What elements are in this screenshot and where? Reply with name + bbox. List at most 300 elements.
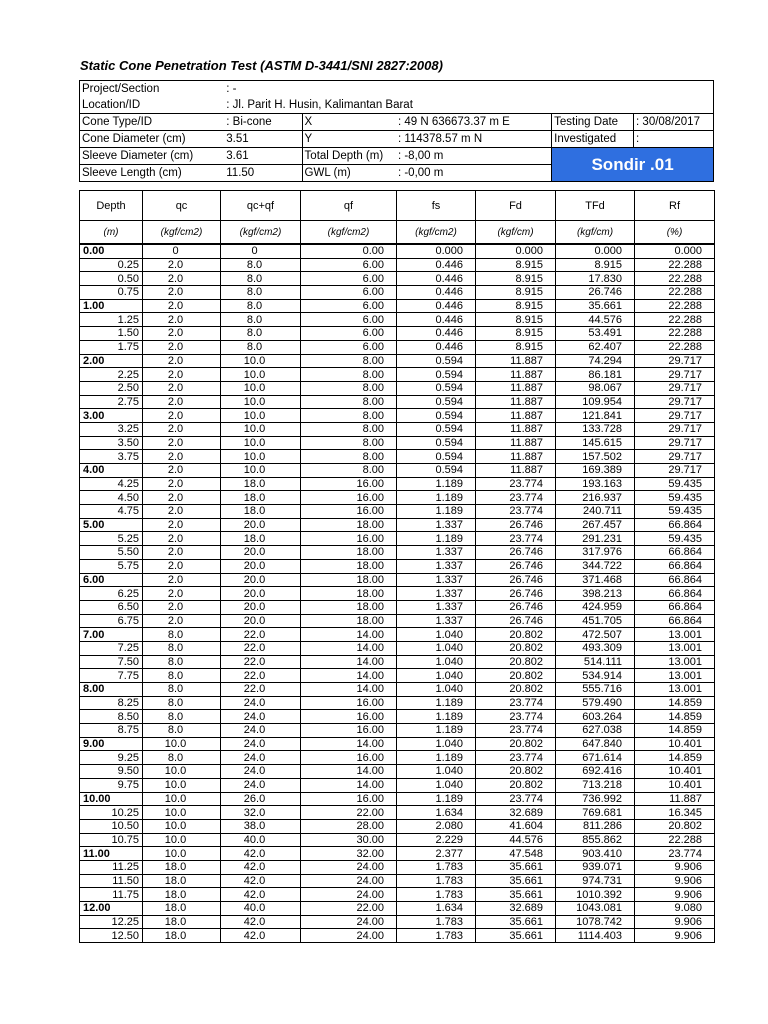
value-cell: 1.040 (397, 765, 476, 779)
depth-cell: 7.25 (80, 641, 143, 655)
value-cell: 66.864 (635, 614, 715, 628)
depth-cell: 0.25 (80, 258, 143, 272)
table-row (80, 491, 715, 505)
value-cell: 1.040 (397, 641, 476, 655)
value-cell: 14.859 (635, 724, 715, 738)
value-cell: 23.774 (476, 792, 556, 806)
value-cell: 22.288 (635, 313, 715, 327)
depth-cell: 3.00 (80, 409, 143, 423)
value-cell: 133.728 (556, 422, 635, 436)
value-cell: 2.0 (143, 436, 221, 450)
value-cell: 26.0 (221, 792, 301, 806)
value-cell: 11.887 (476, 422, 556, 436)
value-cell: 2.229 (397, 833, 476, 847)
value-cell: 24.0 (221, 710, 301, 724)
test-info-table (79, 80, 714, 182)
value-cell: 10.0 (143, 806, 221, 820)
value-cell: 8.0 (221, 286, 301, 300)
value-cell: 10.0 (143, 792, 221, 806)
value-cell: 713.218 (556, 778, 635, 792)
value-cell: 1.783 (397, 874, 476, 888)
value-cell: 23.774 (476, 696, 556, 710)
depth-cell: 7.75 (80, 669, 143, 683)
depth-cell: 1.50 (80, 327, 143, 341)
value-cell: 14.859 (635, 696, 715, 710)
value-cell: 1010.392 (556, 888, 635, 902)
value-cell: 10.0 (143, 819, 221, 833)
value-cell: 1.634 (397, 806, 476, 820)
depth-cell: 8.75 (80, 724, 143, 738)
value-cell: 8.00 (301, 354, 397, 368)
value-cell: 8.0 (143, 655, 221, 669)
value-cell: 26.746 (476, 587, 556, 601)
value-cell: 24.00 (301, 915, 397, 929)
value-cell: 24.00 (301, 860, 397, 874)
gwl-label: GWL (m) (302, 165, 396, 182)
value-cell: 14.00 (301, 641, 397, 655)
value-cell: 23.774 (476, 491, 556, 505)
value-cell: 8.915 (476, 286, 556, 300)
value-cell: 24.00 (301, 874, 397, 888)
depth-cell: 1.00 (80, 299, 143, 313)
value-cell: 13.001 (635, 655, 715, 669)
value-cell: 2.0 (143, 409, 221, 423)
value-cell: 74.294 (556, 354, 635, 368)
value-cell: 20.802 (476, 655, 556, 669)
value-cell: 6.00 (301, 299, 397, 313)
value-cell: 8.915 (476, 340, 556, 354)
total-depth-value: : -8,00 m (396, 148, 552, 165)
sleeve-diameter-label: Sleeve Diameter (cm) (80, 148, 225, 165)
value-cell: 1.040 (397, 628, 476, 642)
value-cell: 29.717 (635, 450, 715, 464)
value-cell: 0.446 (397, 258, 476, 272)
value-cell: 44.576 (556, 313, 635, 327)
value-cell: 939.071 (556, 860, 635, 874)
value-cell: 8.0 (143, 696, 221, 710)
gwl-value: : -0,00 m (396, 165, 552, 182)
value-cell: 555.716 (556, 683, 635, 697)
value-cell: 1.189 (397, 710, 476, 724)
value-cell: 8.915 (476, 258, 556, 272)
value-cell: 8.00 (301, 368, 397, 382)
value-cell: 579.490 (556, 696, 635, 710)
value-cell: 10.0 (143, 847, 221, 861)
value-cell: 22.0 (221, 655, 301, 669)
depth-cell: 5.50 (80, 546, 143, 560)
value-cell: 424.959 (556, 600, 635, 614)
value-cell: 193.163 (556, 477, 635, 491)
value-cell: 8.00 (301, 450, 397, 464)
value-cell: 35.661 (476, 874, 556, 888)
value-cell: 9.906 (635, 860, 715, 874)
value-cell: 26.746 (556, 286, 635, 300)
value-cell: 18.0 (221, 477, 301, 491)
value-cell: 1.634 (397, 902, 476, 916)
value-cell: 0.446 (397, 313, 476, 327)
value-cell: 8.00 (301, 381, 397, 395)
value-cell: 20.0 (221, 518, 301, 532)
value-cell: 42.0 (221, 915, 301, 929)
depth-cell: 7.00 (80, 628, 143, 642)
value-cell: 493.309 (556, 641, 635, 655)
testing-date-value: : 30/08/2017 (634, 114, 714, 131)
value-cell: 145.615 (556, 436, 635, 450)
value-cell: 2.0 (143, 354, 221, 368)
value-cell: 6.00 (301, 272, 397, 286)
value-cell: 20.802 (635, 819, 715, 833)
cone-diameter-label: Cone Diameter (cm) (80, 131, 225, 148)
column-unit: (kgf/cm2) (143, 221, 221, 245)
value-cell: 23.774 (476, 710, 556, 724)
depth-cell: 3.50 (80, 436, 143, 450)
value-cell: 0.594 (397, 422, 476, 436)
value-cell: 18.00 (301, 518, 397, 532)
depth-cell: 10.50 (80, 819, 143, 833)
value-cell: 769.681 (556, 806, 635, 820)
table-row (80, 710, 715, 724)
depth-cell: 5.00 (80, 518, 143, 532)
value-cell: 18.00 (301, 600, 397, 614)
value-cell: 8.0 (221, 299, 301, 313)
value-cell: 2.0 (143, 464, 221, 478)
value-cell: 42.0 (221, 888, 301, 902)
value-cell: 29.717 (635, 368, 715, 382)
table-row (80, 819, 715, 833)
table-row (80, 751, 715, 765)
value-cell: 0.00 (301, 244, 397, 258)
location-value: : Jl. Parit H. Husin, Kalimantan Barat (226, 99, 413, 111)
value-cell: 267.457 (556, 518, 635, 532)
table-row (80, 765, 715, 779)
value-cell: 24.0 (221, 696, 301, 710)
value-cell: 20.802 (476, 641, 556, 655)
value-cell: 66.864 (635, 573, 715, 587)
sondir-badge: Sondir .01 (552, 148, 714, 182)
depth-cell: 0.75 (80, 286, 143, 300)
value-cell: 11.887 (476, 450, 556, 464)
value-cell: 8.0 (143, 669, 221, 683)
value-cell: 0.446 (397, 299, 476, 313)
column-header: TFd (556, 191, 635, 221)
value-cell: 1.783 (397, 888, 476, 902)
depth-cell: 12.25 (80, 915, 143, 929)
table-row (80, 600, 715, 614)
y-label: Y (302, 131, 396, 148)
value-cell: 534.914 (556, 669, 635, 683)
depth-cell: 5.25 (80, 532, 143, 546)
table-row (80, 724, 715, 738)
value-cell: 29.717 (635, 436, 715, 450)
value-cell: 0.446 (397, 272, 476, 286)
value-cell: 2.0 (143, 559, 221, 573)
value-cell: 10.0 (221, 464, 301, 478)
value-cell: 24.0 (221, 765, 301, 779)
value-cell: 514.111 (556, 655, 635, 669)
value-cell: 1078.742 (556, 915, 635, 929)
value-cell: 18.0 (221, 505, 301, 519)
value-cell: 14.00 (301, 669, 397, 683)
value-cell: 2.0 (143, 299, 221, 313)
column-header: qf (301, 191, 397, 221)
value-cell: 16.345 (635, 806, 715, 820)
value-cell: 2.080 (397, 819, 476, 833)
value-cell: 8.915 (476, 327, 556, 341)
table-row (80, 272, 715, 286)
depth-cell: 2.25 (80, 368, 143, 382)
value-cell: 18.0 (221, 532, 301, 546)
value-cell: 18.0 (143, 915, 221, 929)
value-cell: 28.00 (301, 819, 397, 833)
table-row (80, 258, 715, 272)
table-row (80, 395, 715, 409)
value-cell: 2.0 (143, 395, 221, 409)
value-cell: 29.717 (635, 354, 715, 368)
value-cell: 8.0 (143, 724, 221, 738)
value-cell: 35.661 (476, 915, 556, 929)
value-cell: 1.040 (397, 778, 476, 792)
depth-cell: 2.50 (80, 381, 143, 395)
column-header: fs (397, 191, 476, 221)
value-cell: 1.337 (397, 559, 476, 573)
depth-cell: 2.75 (80, 395, 143, 409)
depth-cell: 6.00 (80, 573, 143, 587)
cone-diameter-value: 3.51 (224, 131, 302, 148)
table-row (80, 477, 715, 491)
value-cell: 42.0 (221, 874, 301, 888)
column-unit: (m) (80, 221, 143, 245)
value-cell: 22.00 (301, 806, 397, 820)
value-cell: 11.887 (476, 395, 556, 409)
table-row (80, 860, 715, 874)
value-cell: 22.288 (635, 272, 715, 286)
value-cell: 10.0 (221, 368, 301, 382)
value-cell: 22.0 (221, 683, 301, 697)
value-cell: 22.288 (635, 327, 715, 341)
depth-cell: 6.50 (80, 600, 143, 614)
value-cell: 1.337 (397, 573, 476, 587)
value-cell: 398.213 (556, 587, 635, 601)
table-row (80, 381, 715, 395)
depth-cell: 4.25 (80, 477, 143, 491)
value-cell: 20.0 (221, 614, 301, 628)
value-cell: 8.00 (301, 395, 397, 409)
value-cell: 8.915 (476, 272, 556, 286)
value-cell: 14.00 (301, 683, 397, 697)
value-cell: 0.000 (476, 244, 556, 258)
depth-cell: 0.00 (80, 244, 143, 258)
value-cell: 0.594 (397, 395, 476, 409)
value-cell: 66.864 (635, 600, 715, 614)
value-cell: 66.864 (635, 559, 715, 573)
column-header: qc (143, 191, 221, 221)
table-row (80, 655, 715, 669)
value-cell: 32.689 (476, 806, 556, 820)
value-cell: 10.0 (143, 737, 221, 751)
table-row (80, 532, 715, 546)
value-cell: 10.401 (635, 765, 715, 779)
value-cell: 10.401 (635, 778, 715, 792)
table-row (80, 244, 715, 258)
value-cell: 13.001 (635, 683, 715, 697)
depth-cell: 11.75 (80, 888, 143, 902)
value-cell: 66.864 (635, 518, 715, 532)
value-cell: 903.410 (556, 847, 635, 861)
value-cell: 14.859 (635, 751, 715, 765)
value-cell: 1.189 (397, 477, 476, 491)
value-cell: 20.802 (476, 778, 556, 792)
y-value: : 114378.57 m N (396, 131, 552, 148)
value-cell: 86.181 (556, 368, 635, 382)
value-cell: 2.0 (143, 258, 221, 272)
value-cell: 32.00 (301, 847, 397, 861)
table-row (80, 409, 715, 423)
value-cell: 44.576 (476, 833, 556, 847)
value-cell: 10.0 (221, 354, 301, 368)
value-cell: 671.614 (556, 751, 635, 765)
table-row (80, 464, 715, 478)
value-cell: 20.802 (476, 765, 556, 779)
table-row (80, 368, 715, 382)
value-cell: 59.435 (635, 491, 715, 505)
value-cell: 2.0 (143, 422, 221, 436)
value-cell: 20.0 (221, 587, 301, 601)
value-cell: 10.0 (221, 381, 301, 395)
value-cell: 22.288 (635, 286, 715, 300)
value-cell: 23.774 (476, 505, 556, 519)
depth-cell: 4.00 (80, 464, 143, 478)
column-unit: (%) (635, 221, 715, 245)
project-value: : - (226, 83, 237, 95)
value-cell: 2.0 (143, 450, 221, 464)
value-cell: 23.774 (476, 724, 556, 738)
value-cell: 11.887 (476, 464, 556, 478)
value-cell: 26.746 (476, 546, 556, 560)
value-cell: 16.00 (301, 505, 397, 519)
investigated-value: : (634, 131, 714, 148)
cone-type-label: Cone Type/ID (80, 114, 225, 131)
value-cell: 22.288 (635, 340, 715, 354)
value-cell: 0.000 (397, 244, 476, 258)
value-cell: 16.00 (301, 724, 397, 738)
value-cell: 42.0 (221, 847, 301, 861)
column-unit: (kgf/cm) (476, 221, 556, 245)
value-cell: 9.080 (635, 902, 715, 916)
column-unit: (kgf/cm2) (221, 221, 301, 245)
value-cell: 35.661 (476, 860, 556, 874)
value-cell: 66.864 (635, 587, 715, 601)
value-cell: 2.0 (143, 614, 221, 628)
value-cell: 24.00 (301, 888, 397, 902)
value-cell: 2.0 (143, 340, 221, 354)
table-row (80, 505, 715, 519)
table-row (80, 436, 715, 450)
value-cell: 14.00 (301, 628, 397, 642)
value-cell: 24.0 (221, 751, 301, 765)
value-cell: 13.001 (635, 641, 715, 655)
table-row (80, 888, 715, 902)
value-cell: 811.286 (556, 819, 635, 833)
value-cell: 20.0 (221, 573, 301, 587)
value-cell: 23.774 (635, 847, 715, 861)
value-cell: 30.00 (301, 833, 397, 847)
value-cell: 2.0 (143, 546, 221, 560)
depth-cell: 3.25 (80, 422, 143, 436)
cpt-data-table (79, 190, 715, 943)
table-row (80, 422, 715, 436)
value-cell: 8.0 (143, 751, 221, 765)
value-cell: 10.0 (221, 409, 301, 423)
value-cell: 16.00 (301, 751, 397, 765)
value-cell: 1.040 (397, 737, 476, 751)
value-cell: 24.0 (221, 737, 301, 751)
value-cell: 1.189 (397, 505, 476, 519)
value-cell: 16.00 (301, 532, 397, 546)
value-cell: 18.0 (221, 491, 301, 505)
table-row (80, 669, 715, 683)
value-cell: 974.731 (556, 874, 635, 888)
value-cell: 26.746 (476, 614, 556, 628)
column-header: Fd (476, 191, 556, 221)
value-cell: 18.00 (301, 546, 397, 560)
value-cell: 344.722 (556, 559, 635, 573)
column-header: Depth (80, 191, 143, 221)
value-cell: 0.594 (397, 409, 476, 423)
value-cell: 0 (221, 244, 301, 258)
sleeve-length-value: 11.50 (224, 165, 302, 182)
depth-cell: 12.50 (80, 929, 143, 943)
value-cell: 11.887 (476, 409, 556, 423)
value-cell: 2.0 (143, 286, 221, 300)
value-cell: 1.783 (397, 915, 476, 929)
value-cell: 18.00 (301, 573, 397, 587)
value-cell: 18.00 (301, 559, 397, 573)
value-cell: 1.189 (397, 792, 476, 806)
value-cell: 14.00 (301, 655, 397, 669)
value-cell: 1.337 (397, 546, 476, 560)
value-cell: 11.887 (476, 368, 556, 382)
depth-cell: 9.25 (80, 751, 143, 765)
value-cell: 8.0 (221, 272, 301, 286)
value-cell: 26.746 (476, 559, 556, 573)
table-row (80, 696, 715, 710)
value-cell: 22.288 (635, 258, 715, 272)
value-cell: 157.502 (556, 450, 635, 464)
value-cell: 42.0 (221, 860, 301, 874)
value-cell: 22.288 (635, 833, 715, 847)
depth-cell: 1.25 (80, 313, 143, 327)
value-cell: 22.0 (221, 628, 301, 642)
value-cell: 10.0 (221, 395, 301, 409)
value-cell: 38.0 (221, 819, 301, 833)
value-cell: 371.468 (556, 573, 635, 587)
table-row (80, 929, 715, 943)
value-cell: 14.00 (301, 737, 397, 751)
total-depth-label: Total Depth (m) (302, 148, 396, 165)
value-cell: 29.717 (635, 422, 715, 436)
value-cell: 8.0 (143, 641, 221, 655)
value-cell: 20.0 (221, 600, 301, 614)
value-cell: 1.040 (397, 683, 476, 697)
value-cell: 2.0 (143, 477, 221, 491)
value-cell: 8.0 (221, 313, 301, 327)
value-cell: 29.717 (635, 381, 715, 395)
value-cell: 1.189 (397, 491, 476, 505)
value-cell: 6.00 (301, 258, 397, 272)
value-cell: 10.0 (221, 422, 301, 436)
value-cell: 8.00 (301, 436, 397, 450)
table-row (80, 450, 715, 464)
